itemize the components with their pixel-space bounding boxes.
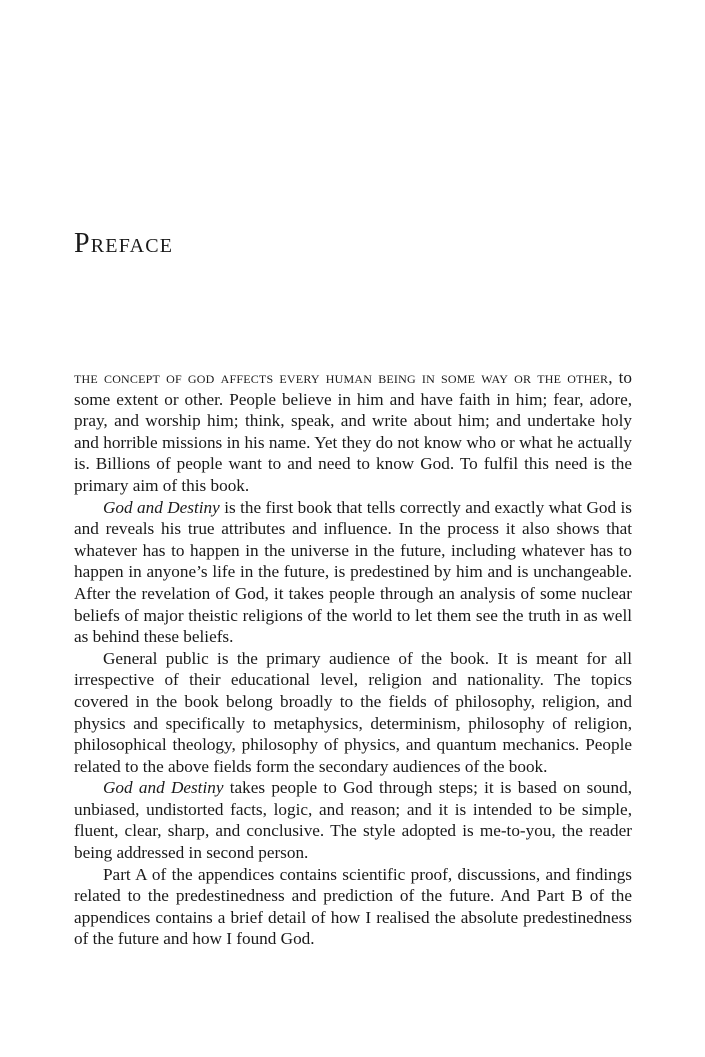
- paragraph-intro: [74, 367, 632, 497]
- paragraph-appendices: [74, 864, 632, 950]
- paragraph-text: to some extent or other. People believe in him and have faith in him; fear, adore, pray, and worship him; think, speak, and write about him; and undertake holy and horrible missions in his name. Yet they do not know who or what he actually is. Billions of people want to and need to know God. To fulfil this need is the primary aim of this book.: [74, 368, 632, 495]
- book-title-italic: God and Destiny: [103, 497, 220, 517]
- page-title: Preface: [74, 228, 174, 259]
- paragraph-text: Part A of the appendices contains scientific proof, discussions, and findings related to the predestinedness and prediction of the future. And Part B of the appendices contains a brief detail of how I realised the absolute predestinedness of the future and how I found God.: [74, 864, 632, 949]
- small-caps-lead-in: the concept of god affects every human being in some way or the other,: [74, 368, 613, 387]
- paragraph-approach: [74, 777, 632, 863]
- book-title-italic: God and Destiny: [103, 778, 224, 798]
- paragraph-text: General public is the primary audience of the book. It is meant for all irrespective of their educational level, religion and nationality. The topics covered in the book belong broadly to the fields of philosophy, religion, and physics and specifically to metaphysics, determinism, philosophy of religion, philosophical theology, philosophy of physics, and quantum mechanics. People related to the above fields form the secondary audiences of the book.: [74, 648, 632, 776]
- preface-body: [74, 367, 632, 950]
- paragraph-audience: [74, 648, 632, 778]
- paragraph-text: is the first book that tells correctly and exactly what God is and reveals his true attributes and influence. In the process it also shows that whatever has to happen in the universe in the future, including whatever has to happen in anyone’s life in the future, is predestined by him and is unchangeable. After the revelation of God, it takes people through an analysis of some nuclear beliefs of major theistic religions of the world to let them see the truth in as well as behind these beliefs.: [74, 497, 632, 647]
- paragraph-text: takes people to God through steps; it is based on sound, unbiased, undistorted facts, logic, and reason; and it is intended to be simple, fluent, clear, sharp, and conclusive. The style adopted is me-to-you, the reader being addressed in second person.: [74, 778, 632, 863]
- paragraph-book-description: [74, 497, 632, 648]
